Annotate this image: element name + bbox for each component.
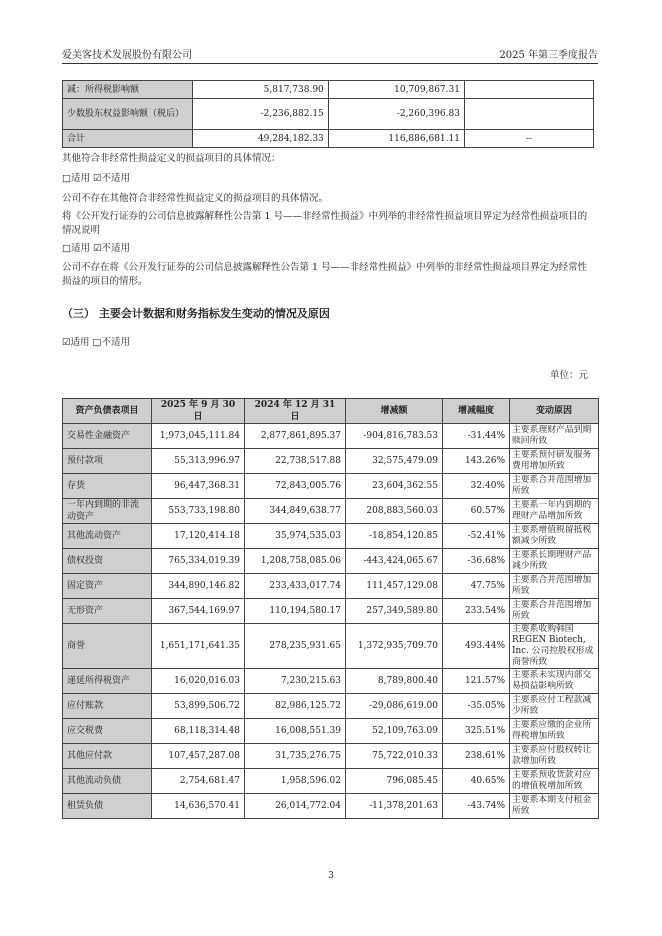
reason-cell: 主要系收购韩国REGEN Biotech, Inc. 公司控股权形成商誉所致 bbox=[510, 624, 599, 669]
value-cell: 110,194,580.17 bbox=[245, 599, 346, 624]
change-rate-cell: 32.40% bbox=[443, 474, 510, 499]
reason-cell: 主要系合并范围增加所致 bbox=[510, 474, 599, 499]
table-header-row bbox=[63, 399, 599, 424]
column-header: 2025 年 9 月 30 日 bbox=[152, 399, 245, 424]
row-label: 减：所得税影响额 bbox=[63, 81, 193, 99]
item-cell: 一年内到期的非流动资产 bbox=[63, 499, 152, 524]
value-cell: 1,973,045,111.84 bbox=[152, 424, 245, 449]
table-row bbox=[63, 769, 599, 794]
value-cell: 7,230,215.63 bbox=[245, 669, 346, 694]
item-cell: 租赁负债 bbox=[63, 794, 152, 819]
change-rate-cell: -36.68% bbox=[443, 549, 510, 574]
value-cell: 5,817,738.90 bbox=[192, 81, 328, 99]
value-cell: 82,986,125.72 bbox=[245, 694, 346, 719]
change-rate-cell: -52.41% bbox=[443, 524, 510, 549]
item-cell: 债权投资 bbox=[63, 549, 152, 574]
reason-cell: 主要系预付研发服务费用增加所致 bbox=[510, 449, 599, 474]
applicable-checkbox: □适用 ☑不适用 bbox=[62, 173, 131, 184]
balance-sheet-change-table bbox=[62, 398, 599, 819]
reason-cell: 主要系一年内到期的理财产品增加所致 bbox=[510, 499, 599, 524]
value-cell: 1,372,935,709.70 bbox=[346, 624, 443, 669]
table-row bbox=[63, 599, 599, 624]
item-cell: 其他应付款 bbox=[63, 744, 152, 769]
value-cell: 10,709,867.31 bbox=[328, 81, 464, 99]
value-cell: 68,118,314.48 bbox=[152, 719, 245, 744]
value-cell: 23,604,362.55 bbox=[346, 474, 443, 499]
paragraph: 其他符合非经常性损益定义的损益项目的具体情况： bbox=[62, 153, 281, 164]
value-cell: 367,544,169.97 bbox=[152, 599, 245, 624]
value-cell: -- bbox=[464, 130, 593, 148]
unit-label: 单位：元 bbox=[549, 370, 588, 381]
table-row bbox=[63, 130, 594, 148]
paragraph: 将《公开发行证券的公司信息披露解释性公告第 1 号——非经常性损益》中列举的非经常性损益项目界定为经常性损益项目的情况说明 bbox=[62, 211, 588, 236]
table-row bbox=[63, 99, 594, 130]
value-cell: 55,313,996.97 bbox=[152, 449, 245, 474]
value-cell: 72,843,005.76 bbox=[245, 474, 346, 499]
table-row bbox=[63, 624, 599, 669]
table-row bbox=[63, 694, 599, 719]
change-rate-cell: -43.74% bbox=[443, 794, 510, 819]
reason-cell: 主要系应付工程款减少所致 bbox=[510, 694, 599, 719]
change-rate-cell: 60.57% bbox=[443, 499, 510, 524]
table-row bbox=[63, 549, 599, 574]
section-heading: （三） 主要会计数据和财务指标发生变动的情况及原因 bbox=[62, 307, 330, 320]
value-cell: 1,651,171,641.35 bbox=[152, 624, 245, 669]
value-cell: 257,349,589.80 bbox=[346, 599, 443, 624]
change-rate-cell: 325.51% bbox=[443, 719, 510, 744]
value-cell: 344,849,638.77 bbox=[245, 499, 346, 524]
reason-cell: 主要系增值税留抵税额减少所致 bbox=[510, 524, 599, 549]
row-label: 合计 bbox=[63, 130, 193, 148]
value-cell: 32,575,479.09 bbox=[346, 449, 443, 474]
reason-cell: 主要系未实现内部交易损益影响所致 bbox=[510, 669, 599, 694]
value-cell: 233,433,017.74 bbox=[245, 574, 346, 599]
change-rate-cell: 40.65% bbox=[443, 769, 510, 794]
reason-cell: 主要系本期支付租金所致 bbox=[510, 794, 599, 819]
value-cell: 278,235,931.65 bbox=[245, 624, 346, 669]
table-row bbox=[63, 524, 599, 549]
value-cell: 96,447,368.31 bbox=[152, 474, 245, 499]
change-rate-cell: 121.57% bbox=[443, 669, 510, 694]
item-cell: 存货 bbox=[63, 474, 152, 499]
value-cell: 1,958,596.02 bbox=[245, 769, 346, 794]
value-cell: -2,236,882.15 bbox=[192, 99, 328, 130]
value-cell: 765,334,019.39 bbox=[152, 549, 245, 574]
item-cell: 固定资产 bbox=[63, 574, 152, 599]
applicable-checkbox: □适用 ☑不适用 bbox=[62, 243, 131, 254]
value-cell: 107,457,287.08 bbox=[152, 744, 245, 769]
value-cell: 31,735,276.75 bbox=[245, 744, 346, 769]
change-rate-cell: 233.54% bbox=[443, 599, 510, 624]
column-header: 增减额 bbox=[346, 399, 443, 424]
table-row bbox=[63, 574, 599, 599]
change-rate-cell: 238.61% bbox=[443, 744, 510, 769]
reason-cell: 主要系合并范围增加所致 bbox=[510, 574, 599, 599]
value-cell: 111,457,129.08 bbox=[346, 574, 443, 599]
column-header: 变动原因 bbox=[510, 399, 599, 424]
value-cell: -443,424,065.67 bbox=[346, 549, 443, 574]
value-cell: 1,208,758,085.06 bbox=[245, 549, 346, 574]
table-row bbox=[63, 794, 599, 819]
value-cell: 116,886,681.11 bbox=[328, 130, 464, 148]
column-header: 资产负债表项目 bbox=[63, 399, 152, 424]
change-rate-cell: 143.26% bbox=[443, 449, 510, 474]
value-cell: 2,754,681.47 bbox=[152, 769, 245, 794]
value-cell bbox=[464, 99, 593, 130]
item-cell: 无形资产 bbox=[63, 599, 152, 624]
column-header: 增减幅度 bbox=[443, 399, 510, 424]
value-cell: 796,085.45 bbox=[346, 769, 443, 794]
item-cell: 递延所得税资产 bbox=[63, 669, 152, 694]
reason-cell: 主要系长期理财产品减少所致 bbox=[510, 549, 599, 574]
change-rate-cell: -31.44% bbox=[443, 424, 510, 449]
item-cell: 应交税费 bbox=[63, 719, 152, 744]
paragraph: 公司不存在将《公开发行证券的公司信息披露解释性公告第 1 号——非经常性损益》中列举的非经常性损益项目界定为经常性损益的项目的情形。 bbox=[62, 262, 588, 287]
value-cell: 53,899,506.72 bbox=[152, 694, 245, 719]
reason-cell: 主要系应付股权转让款增加所致 bbox=[510, 744, 599, 769]
value-cell: 22,738,517.88 bbox=[245, 449, 346, 474]
non-recurring-table bbox=[62, 80, 594, 148]
item-cell: 商誉 bbox=[63, 624, 152, 669]
table-row bbox=[63, 81, 594, 99]
item-cell: 预付款项 bbox=[63, 449, 152, 474]
value-cell: 26,014,772.04 bbox=[245, 794, 346, 819]
value-cell: 52,109,763.09 bbox=[346, 719, 443, 744]
value-cell: -29,086,619.00 bbox=[346, 694, 443, 719]
page-number: 3 bbox=[328, 871, 334, 881]
table-row bbox=[63, 744, 599, 769]
reason-cell: 主要系理财产品到期赎回所致 bbox=[510, 424, 599, 449]
table-row bbox=[63, 669, 599, 694]
value-cell: -904,816,783.53 bbox=[346, 424, 443, 449]
reason-cell: 主要系应缴的企业所得税增加所致 bbox=[510, 719, 599, 744]
value-cell: -11,378,201.63 bbox=[346, 794, 443, 819]
change-rate-cell: 47.75% bbox=[443, 574, 510, 599]
value-cell bbox=[464, 81, 593, 99]
value-cell: 14,636,570.41 bbox=[152, 794, 245, 819]
value-cell: 2,877,861,895.37 bbox=[245, 424, 346, 449]
value-cell: 8,789,800.40 bbox=[346, 669, 443, 694]
value-cell: -2,260,396.83 bbox=[328, 99, 464, 130]
value-cell: -18,854,120.85 bbox=[346, 524, 443, 549]
value-cell: 16,008,551.39 bbox=[245, 719, 346, 744]
company-name: 爱美客技术发展股份有限公司 bbox=[62, 50, 192, 61]
column-header: 2024 年 12 月 31 日 bbox=[245, 399, 346, 424]
value-cell: 49,284,182.33 bbox=[192, 130, 328, 148]
row-label: 少数股东权益影响额（税后） bbox=[63, 99, 193, 130]
table-row bbox=[63, 449, 599, 474]
value-cell: 75,722,010.33 bbox=[346, 744, 443, 769]
value-cell: 208,883,560.03 bbox=[346, 499, 443, 524]
applicable-checkbox: ☑适用 □不适用 bbox=[62, 337, 131, 348]
table-row bbox=[63, 424, 599, 449]
table-row bbox=[63, 719, 599, 744]
reason-cell: 主要系预收货款对应的增值税增加所致 bbox=[510, 769, 599, 794]
table-row bbox=[63, 474, 599, 499]
item-cell: 其他流动资产 bbox=[63, 524, 152, 549]
item-cell: 应付账款 bbox=[63, 694, 152, 719]
value-cell: 35,974,535.03 bbox=[245, 524, 346, 549]
header-divider bbox=[62, 63, 598, 64]
value-cell: 553,733,198.80 bbox=[152, 499, 245, 524]
value-cell: 16,020,016.03 bbox=[152, 669, 245, 694]
reason-cell: 主要系合并范围增加所致 bbox=[510, 599, 599, 624]
item-cell: 交易性金融资产 bbox=[63, 424, 152, 449]
table-row bbox=[63, 499, 599, 524]
item-cell: 其他流动负债 bbox=[63, 769, 152, 794]
change-rate-cell: 493.44% bbox=[443, 624, 510, 669]
report-title: 2025 年第三季度报告 bbox=[499, 50, 598, 61]
value-cell: 17,120,414.18 bbox=[152, 524, 245, 549]
value-cell: 344,890,146.82 bbox=[152, 574, 245, 599]
paragraph: 公司不存在其他符合非经常性损益定义的损益项目的具体情况。 bbox=[62, 193, 329, 204]
change-rate-cell: -35.05% bbox=[443, 694, 510, 719]
